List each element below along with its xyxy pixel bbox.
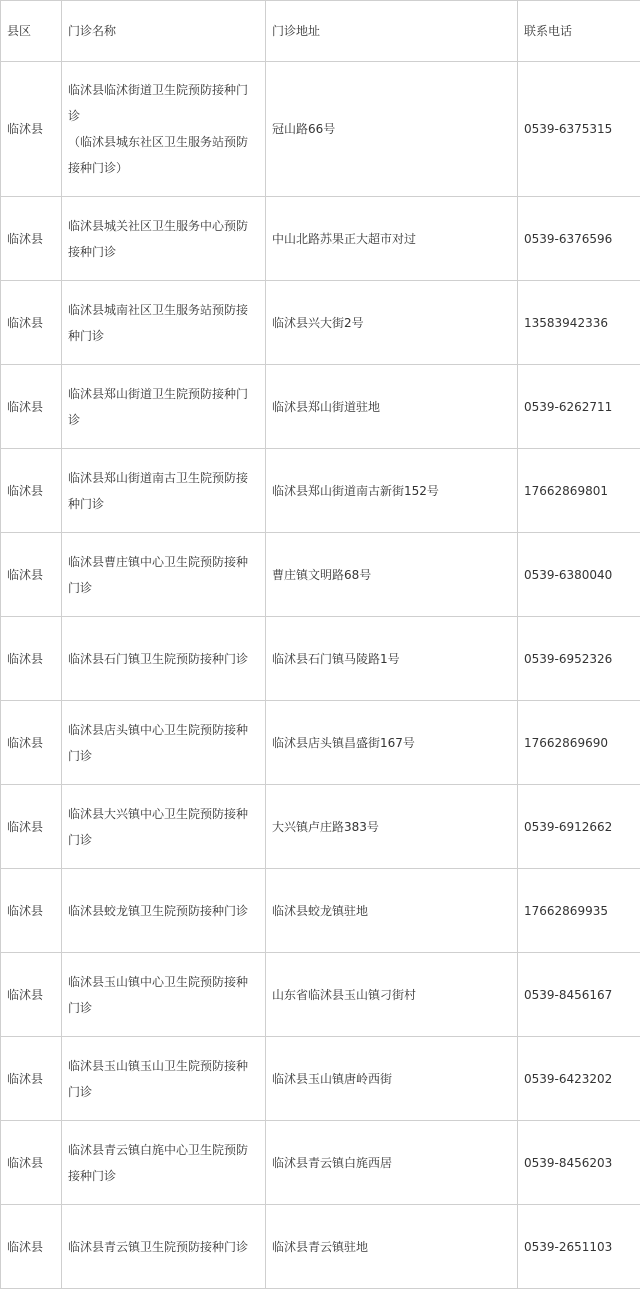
cell-clinic-name: 临沭县郑山街道南古卫生院预防接种门诊 bbox=[62, 449, 266, 533]
clinic-name-note: （临沭县城东社区卫生服务站预防接种门诊） bbox=[68, 129, 259, 181]
cell-address: 临沭县蛟龙镇驻地 bbox=[266, 869, 518, 953]
cell-county: 临沭县 bbox=[1, 449, 62, 533]
cell-clinic-name: 临沭县城关社区卫生服务中心预防接种门诊 bbox=[62, 197, 266, 281]
cell-address: 曹庄镇文明路68号 bbox=[266, 533, 518, 617]
cell-phone: 0539-6912662 bbox=[518, 785, 640, 869]
cell-clinic-name: 临沭县曹庄镇中心卫生院预防接种门诊 bbox=[62, 533, 266, 617]
table-row bbox=[1, 1205, 640, 1289]
cell-phone: 13583942336 bbox=[518, 281, 640, 365]
cell-clinic-name: 临沭县青云镇白旄中心卫生院预防接种门诊 bbox=[62, 1121, 266, 1205]
table-row bbox=[1, 62, 640, 197]
header-phone: 联系电话 bbox=[518, 1, 640, 62]
table-row bbox=[1, 1121, 640, 1205]
table-row bbox=[1, 869, 640, 953]
cell-county: 临沭县 bbox=[1, 617, 62, 701]
cell-county: 临沭县 bbox=[1, 533, 62, 617]
cell-phone: 0539-8456203 bbox=[518, 1121, 640, 1205]
cell-phone: 17662869935 bbox=[518, 869, 640, 953]
cell-phone: 17662869801 bbox=[518, 449, 640, 533]
cell-phone: 0539-6423202 bbox=[518, 1037, 640, 1121]
cell-address: 临沭县兴大街2号 bbox=[266, 281, 518, 365]
cell-address: 临沭县石门镇马陵路1号 bbox=[266, 617, 518, 701]
cell-clinic-name: 临沭县玉山镇玉山卫生院预防接种门诊 bbox=[62, 1037, 266, 1121]
cell-county: 临沭县 bbox=[1, 197, 62, 281]
cell-address: 冠山路66号 bbox=[266, 62, 518, 197]
cell-phone: 0539-6375315 bbox=[518, 62, 640, 197]
cell-county: 临沭县 bbox=[1, 365, 62, 449]
cell-county: 临沭县 bbox=[1, 281, 62, 365]
cell-county: 临沭县 bbox=[1, 1121, 62, 1205]
table-row bbox=[1, 953, 640, 1037]
cell-clinic-name: 临沭县蛟龙镇卫生院预防接种门诊 bbox=[62, 869, 266, 953]
cell-address: 临沭县青云镇白旄西居 bbox=[266, 1121, 518, 1205]
cell-address: 中山北路苏果正大超市对过 bbox=[266, 197, 518, 281]
table-row bbox=[1, 197, 640, 281]
table-row bbox=[1, 449, 640, 533]
table-row bbox=[1, 617, 640, 701]
cell-address: 临沭县郑山街道南古新街152号 bbox=[266, 449, 518, 533]
cell-phone: 0539-8456167 bbox=[518, 953, 640, 1037]
cell-clinic-name: 临沭县玉山镇中心卫生院预防接种门诊 bbox=[62, 953, 266, 1037]
cell-address: 临沭县玉山镇唐岭西街 bbox=[266, 1037, 518, 1121]
cell-phone: 17662869690 bbox=[518, 701, 640, 785]
cell-county: 临沭县 bbox=[1, 701, 62, 785]
cell-clinic-name: 临沭县店头镇中心卫生院预防接种门诊 bbox=[62, 701, 266, 785]
cell-phone: 0539-6376596 bbox=[518, 197, 640, 281]
cell-clinic-name: 临沭县大兴镇中心卫生院预防接种门诊 bbox=[62, 785, 266, 869]
clinic-name-text: 临沭县临沭街道卫生院预防接种门诊 bbox=[68, 83, 248, 123]
header-row bbox=[1, 1, 640, 62]
table-row bbox=[1, 281, 640, 365]
cell-county: 临沭县 bbox=[1, 869, 62, 953]
table-row bbox=[1, 701, 640, 785]
table-row bbox=[1, 785, 640, 869]
table-row bbox=[1, 365, 640, 449]
cell-address: 临沭县店头镇昌盛街167号 bbox=[266, 701, 518, 785]
cell-address: 大兴镇卢庄路383号 bbox=[266, 785, 518, 869]
table-row bbox=[1, 533, 640, 617]
cell-phone: 0539-6380040 bbox=[518, 533, 640, 617]
cell-county: 临沭县 bbox=[1, 785, 62, 869]
header-address: 门诊地址 bbox=[266, 1, 518, 62]
cell-county: 临沭县 bbox=[1, 1037, 62, 1121]
cell-phone: 0539-6952326 bbox=[518, 617, 640, 701]
cell-clinic-name: 临沭县城南社区卫生服务站预防接种门诊 bbox=[62, 281, 266, 365]
cell-clinic-name: 临沭县青云镇卫生院预防接种门诊 bbox=[62, 1205, 266, 1289]
header-clinic-name: 门诊名称 bbox=[62, 1, 266, 62]
cell-phone: 0539-2651103 bbox=[518, 1205, 640, 1289]
cell-county: 临沭县 bbox=[1, 62, 62, 197]
cell-address: 临沭县青云镇驻地 bbox=[266, 1205, 518, 1289]
table-row bbox=[1, 1037, 640, 1121]
cell-phone: 0539-6262711 bbox=[518, 365, 640, 449]
cell-clinic-name bbox=[62, 62, 266, 197]
cell-clinic-name: 临沭县石门镇卫生院预防接种门诊 bbox=[62, 617, 266, 701]
cell-clinic-name: 临沭县郑山街道卫生院预防接种门诊 bbox=[62, 365, 266, 449]
cell-county: 临沭县 bbox=[1, 1205, 62, 1289]
cell-county: 临沭县 bbox=[1, 953, 62, 1037]
header-county: 县区 bbox=[1, 1, 62, 62]
cell-address: 山东省临沭县玉山镇刁街村 bbox=[266, 953, 518, 1037]
cell-address: 临沭县郑山街道驻地 bbox=[266, 365, 518, 449]
